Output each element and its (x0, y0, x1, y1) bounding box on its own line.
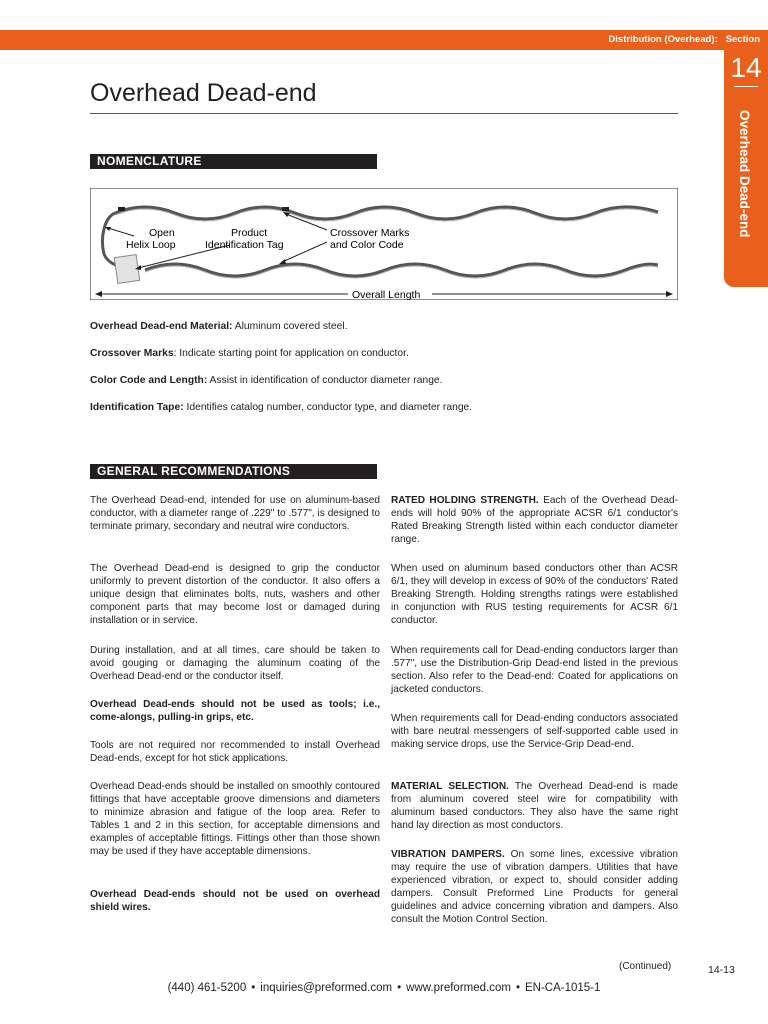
page-title: Overhead Dead-end (90, 79, 317, 107)
crossover-mark-2 (282, 207, 289, 211)
header-bar (0, 30, 768, 50)
general-recommendations-heading: GENERAL RECOMMENDATIONS (90, 464, 377, 479)
section-tab-title: Overhead Dead-end (737, 110, 752, 238)
page-number: 14-13 (708, 964, 735, 976)
left-paragraph-6: Overhead Dead-ends should be installed on smoothly contoured fittings that have acceptable groove dimensions and diameters to minimize abrasion and fatigue of the loop area. Refer to Tables 1 and 2 in this section, for acceptable dimensions and examples of acceptable fittings. Fittings other than those shown may be used if they have acceptable dimensions. (90, 781, 380, 857)
section-number: 14 (730, 52, 762, 83)
definition-text: : Indicate starting point for application on conductor. (173, 348, 409, 359)
label-overall-length: Overall Length (352, 289, 421, 300)
warning-tools: Overhead Dead-ends should not be used as tools; i.e., come-alongs, pulling-in grips, etc. (90, 699, 380, 723)
right-paragraph-4: When requirements call for Dead-ending conductors associated with bare neutral messengers of self-supported cable used in making service drops, use the Service-Grip Dead-end. (391, 713, 678, 750)
section-number-divider (734, 86, 758, 87)
vibration-dampers-text: On some lines, excessive vibration may require the use of vibration dampers. Utilities that have experienced vibration, or expect to, should consider adding dampers. Consult Preformed Line Products for general guidelines and advice concerning vibration and dampers. Also consult the Motion Control Section. (391, 849, 678, 925)
footer-separator: • (251, 982, 256, 994)
crossover-mark-1 (118, 207, 125, 211)
definition-term: Color Code and Length: (90, 375, 208, 386)
footer-separator: • (397, 982, 402, 994)
warning-shield-wires: Overhead Dead-ends should not be used on overhead shield wires. (90, 889, 380, 913)
footer-email[interactable]: inquiries@preformed.com (260, 982, 393, 994)
left-paragraph-7-warning (90, 888, 380, 914)
holding-strength-text: Each of the Overhead Dead-ends will hold 90% of the appropriate ACSR 6/1 conductor's Rated Breaking Strength listed within each conductor diameter range. (391, 495, 678, 545)
label-open: Open (149, 227, 175, 239)
definition-crossover (90, 348, 409, 359)
term-vibration-dampers: VIBRATION DAMPERS. (391, 849, 505, 860)
footer-website[interactable]: www.preformed.com (406, 982, 511, 994)
header-category-text: Distribution (Overhead): (608, 34, 718, 45)
footer-separator: • (515, 982, 520, 994)
left-paragraph-1: The Overhead Dead-end, intended for use on aluminum-based conductor, with a diameter range of .229" to .577", is designed to terminate primary, secondary and neutral wire conductors. (90, 495, 380, 532)
definition-term: Identification Tape: (90, 402, 184, 413)
label-helix-loop: Helix Loop (126, 239, 176, 251)
nomenclature-diagram (90, 188, 678, 300)
definition-material (90, 321, 348, 332)
right-paragraph-material-selection (391, 780, 678, 832)
definition-identification-tape (90, 402, 472, 413)
left-paragraph-2: The Overhead Dead-end is designed to grip the conductor uniformly to prevent distortion of the conductor. It also offers a unique design that eliminates bolts, nuts, washers and other component parts that may become lost or damaged during installation or in service. (90, 563, 380, 626)
definition-text: Aluminum covered steel. (232, 321, 348, 332)
header-section-label: Section (725, 34, 760, 45)
continued-note: (Continued) (619, 961, 672, 972)
footer-document-code: EN-CA-1015-1 (524, 982, 601, 994)
nomenclature-heading: NOMENCLATURE (90, 154, 377, 169)
title-divider (90, 113, 678, 114)
footer (0, 982, 768, 994)
left-paragraph-5: Tools are not required nor recommended to install Overhead Dead-ends, except for hot stick applications. (90, 740, 380, 764)
right-paragraph-2: When used on aluminum based conductors other than ACSR 6/1, they will develop in excess of 90% of the conductors' Rated Breaking Strength. Holding strengths ratings were established in conjunction with RUS testing requirements for ACSR 6/1 conductor. (391, 563, 678, 626)
footer-phone: (440) 461-5200 (167, 982, 247, 994)
term-material-selection: MATERIAL SELECTION. (391, 781, 509, 792)
right-paragraph-vibration-dampers (391, 848, 678, 926)
right-paragraph-holding-strength (391, 494, 678, 546)
definition-term: Overhead Dead-end Material: (90, 321, 233, 332)
label-color-code: and Color Code (330, 239, 404, 251)
definition-text: Identifies catalog number, conductor type, and diameter range. (183, 402, 473, 413)
definition-text: Assist in identification of conductor diameter range. (207, 375, 443, 386)
material-selection-text: The Overhead Dead-end is made from aluminum covered steel wire for compatibility with aluminum based conductors. They also have the same right hand lay direction as most conductors. (391, 781, 678, 831)
left-paragraph-4-warning (90, 698, 380, 724)
header-category (608, 34, 760, 45)
term-holding-strength: RATED HOLDING STRENGTH. (391, 495, 539, 506)
definition-color-code (90, 375, 443, 386)
definition-term: Crossover Marks (90, 348, 174, 359)
label-product: Product (231, 227, 268, 239)
right-paragraph-3: When requirements call for Dead-ending conductors larger than .577", use the Distribution-Grip Dead-end listed in the previous section. Also refer to the Dead-end: Coated for applications on jacketed conductors. (391, 645, 678, 695)
section-tab (724, 50, 768, 287)
label-crossover-marks: Crossover Marks (330, 227, 410, 239)
label-identification-tag: Identification Tag (205, 239, 284, 251)
left-paragraph-3: During installation, and at all times, care should be taken to avoid gouging or damaging the aluminum coating of the Overhead Dead-end or the conductor itself. (90, 645, 380, 682)
